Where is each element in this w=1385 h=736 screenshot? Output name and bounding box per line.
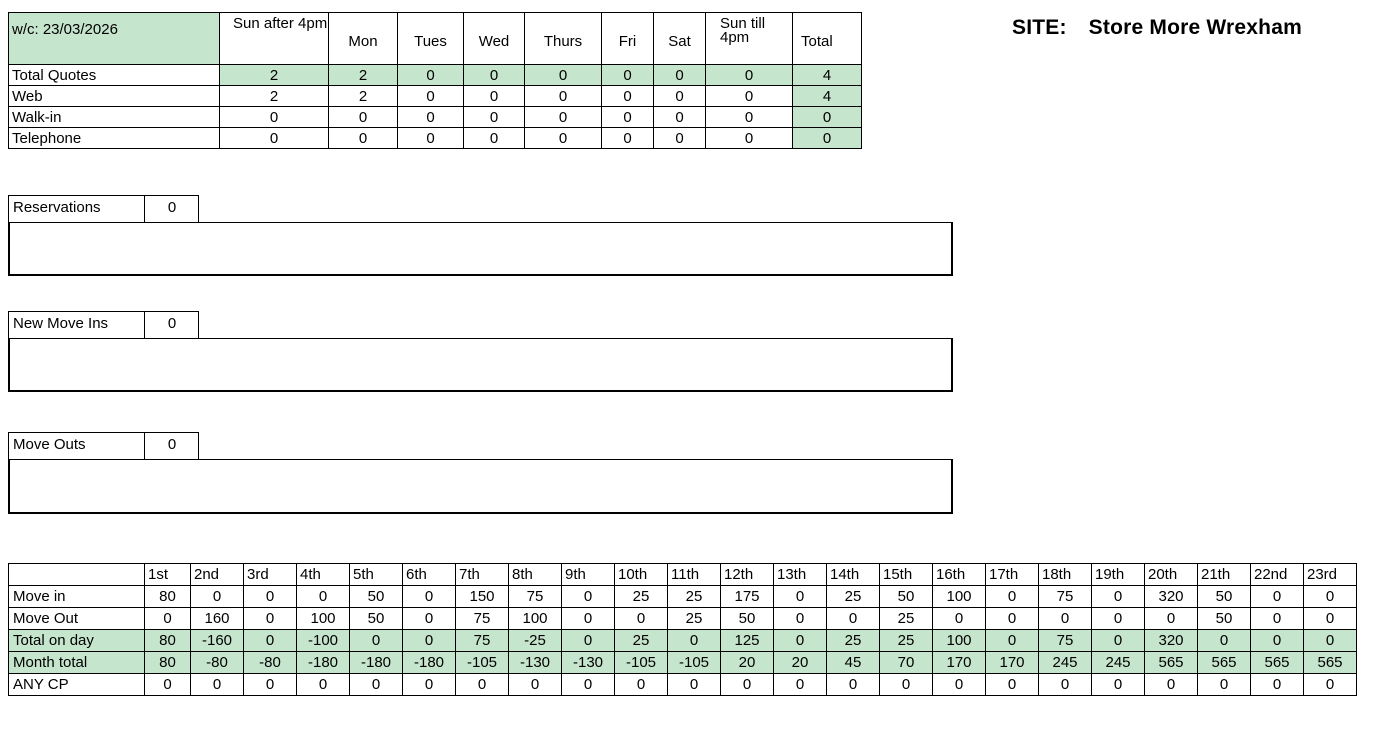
daily-row [9, 586, 1357, 608]
cell[interactable]: 0 [793, 107, 862, 128]
day-cell[interactable]: 0 [509, 674, 562, 696]
col-header-tues: Tues [398, 13, 464, 65]
day-header: 11th [668, 564, 721, 586]
day-header: 19th [1092, 564, 1145, 586]
day-cell[interactable]: 20 [774, 652, 827, 674]
col-header-mon: Mon [329, 13, 398, 65]
day-cell[interactable]: 70 [880, 652, 933, 674]
cell[interactable]: 2 [220, 65, 329, 86]
day-header: 17th [986, 564, 1039, 586]
move-ins-count[interactable]: 0 [167, 315, 177, 332]
reservations-count[interactable]: 0 [167, 199, 177, 216]
day-cell[interactable]: -105 [456, 652, 509, 674]
day-cell[interactable]: 80 [145, 586, 191, 608]
day-cell[interactable]: 0 [1304, 608, 1357, 630]
day-cell[interactable]: 0 [403, 630, 456, 652]
day-header: 1st [145, 564, 191, 586]
day-cell[interactable]: 25 [827, 586, 880, 608]
cell[interactable]: 0 [398, 128, 464, 149]
reservations-header [8, 195, 199, 223]
day-cell[interactable]: 125 [721, 630, 774, 652]
day-cell[interactable]: 0 [986, 586, 1039, 608]
day-header: 10th [615, 564, 668, 586]
row-label: Web [9, 86, 220, 107]
day-cell[interactable]: -180 [403, 652, 456, 674]
cell[interactable]: 0 [602, 107, 654, 128]
day-cell[interactable]: 0 [615, 674, 668, 696]
day-cell[interactable]: 0 [774, 630, 827, 652]
row-label: ANY CP [9, 674, 145, 696]
col-header-thurs: Thurs [525, 13, 602, 65]
daily-row [9, 630, 1357, 652]
day-cell[interactable]: 0 [191, 586, 244, 608]
day-cell[interactable]: 0 [933, 608, 986, 630]
day-cell[interactable]: 0 [1092, 608, 1145, 630]
day-cell[interactable]: 0 [562, 608, 615, 630]
day-header: 8th [509, 564, 562, 586]
day-cell[interactable]: 50 [1198, 586, 1251, 608]
day-header: 9th [562, 564, 615, 586]
day-cell[interactable]: 0 [191, 674, 244, 696]
day-cell[interactable]: 25 [615, 586, 668, 608]
row-label: Month total [9, 652, 145, 674]
day-cell[interactable]: 45 [827, 652, 880, 674]
day-header: 21th [1198, 564, 1251, 586]
day-cell[interactable]: 0 [668, 674, 721, 696]
day-cell[interactable]: 170 [933, 652, 986, 674]
day-header: 16th [933, 564, 986, 586]
day-cell[interactable]: 20 [721, 652, 774, 674]
cell[interactable]: 0 [706, 107, 793, 128]
day-cell[interactable]: 0 [297, 586, 350, 608]
day-cell[interactable]: 0 [827, 608, 880, 630]
day-cell[interactable]: 0 [1304, 586, 1357, 608]
day-cell[interactable]: 0 [403, 674, 456, 696]
day-cell[interactable]: 0 [562, 674, 615, 696]
daily-movement-table [8, 563, 1357, 696]
day-header: 14th [827, 564, 880, 586]
day-header: 13th [774, 564, 827, 586]
day-cell[interactable]: 0 [986, 608, 1039, 630]
day-cell[interactable]: 25 [880, 630, 933, 652]
day-cell[interactable]: -130 [562, 652, 615, 674]
cell[interactable]: 0 [398, 65, 464, 86]
day-cell[interactable]: 0 [403, 586, 456, 608]
cell[interactable]: 0 [525, 86, 602, 107]
day-cell[interactable]: 0 [827, 674, 880, 696]
day-header: 15th [880, 564, 933, 586]
cell[interactable]: 0 [654, 128, 706, 149]
day-cell[interactable]: 0 [1092, 674, 1145, 696]
week-commencing-cell[interactable]: w/c: 23/03/2026 [9, 13, 220, 65]
daily-row [9, 652, 1357, 674]
row-label: Telephone [9, 128, 220, 149]
day-cell[interactable]: 0 [1092, 630, 1145, 652]
day-cell[interactable]: 0 [774, 586, 827, 608]
day-cell[interactable]: 0 [1251, 674, 1304, 696]
site-name: Store More Wrexham [1088, 16, 1302, 39]
cell[interactable]: 0 [464, 107, 525, 128]
daily-row [9, 608, 1357, 630]
day-cell[interactable]: 0 [880, 674, 933, 696]
cell[interactable]: 0 [220, 107, 329, 128]
cell[interactable]: 0 [464, 65, 525, 86]
day-cell[interactable]: 50 [350, 586, 403, 608]
col-header-sat: Sat [654, 13, 706, 65]
cell[interactable]: 0 [329, 128, 398, 149]
day-cell[interactable]: -160 [191, 630, 244, 652]
day-cell[interactable]: 0 [615, 608, 668, 630]
col-header-sun-after: Sun after 4pm [220, 13, 329, 65]
cell[interactable]: 0 [602, 86, 654, 107]
day-cell[interactable]: 565 [1198, 652, 1251, 674]
day-cell[interactable]: 100 [933, 630, 986, 652]
day-cell[interactable]: 0 [403, 608, 456, 630]
move-outs-count[interactable]: 0 [167, 436, 177, 453]
day-header: 23rd [1304, 564, 1357, 586]
day-cell[interactable]: 0 [774, 674, 827, 696]
day-cell[interactable]: 75 [1039, 586, 1092, 608]
cell[interactable]: 0 [706, 128, 793, 149]
day-cell[interactable]: 0 [562, 630, 615, 652]
day-cell[interactable]: 50 [880, 586, 933, 608]
col-header-fri: Fri [602, 13, 654, 65]
day-cell[interactable]: 0 [774, 608, 827, 630]
day-cell[interactable]: 160 [191, 608, 244, 630]
daily-row [9, 674, 1357, 696]
day-cell[interactable]: 0 [1198, 630, 1251, 652]
cell[interactable]: 2 [220, 86, 329, 107]
quotes-table [8, 12, 862, 149]
day-cell[interactable]: -180 [297, 652, 350, 674]
move-outs-label: Move Outs [9, 433, 145, 459]
day-cell[interactable]: 0 [562, 586, 615, 608]
day-cell[interactable]: 100 [933, 586, 986, 608]
site-prefix: SITE: [1012, 16, 1067, 39]
day-header: 5th [350, 564, 403, 586]
day-cell[interactable]: 0 [244, 630, 297, 652]
day-cell[interactable]: 245 [1039, 652, 1092, 674]
cell[interactable]: 0 [793, 128, 862, 149]
day-header: 20th [1145, 564, 1198, 586]
row-label: Total Quotes [9, 65, 220, 86]
cell[interactable]: 0 [654, 86, 706, 107]
day-cell[interactable]: 0 [1251, 608, 1304, 630]
day-cell[interactable]: 0 [244, 608, 297, 630]
day-cell[interactable]: 0 [1251, 630, 1304, 652]
move-ins-header [8, 311, 199, 339]
cell[interactable]: 4 [793, 86, 862, 107]
day-cell[interactable]: 25 [668, 586, 721, 608]
day-cell[interactable]: 150 [456, 586, 509, 608]
cell[interactable]: 0 [464, 128, 525, 149]
row-label: Total on day [9, 630, 145, 652]
day-cell[interactable]: 50 [1198, 608, 1251, 630]
day-cell[interactable]: 25 [668, 608, 721, 630]
cell[interactable]: 0 [525, 65, 602, 86]
cell[interactable]: 0 [654, 107, 706, 128]
col-header-total: Total [793, 13, 862, 65]
day-cell[interactable]: 75 [456, 630, 509, 652]
day-cell[interactable]: 75 [509, 586, 562, 608]
site-title [1012, 16, 1302, 40]
cell[interactable]: 2 [329, 86, 398, 107]
day-cell[interactable]: 0 [986, 630, 1039, 652]
cell[interactable]: 0 [398, 86, 464, 107]
quotes-row-walkin [9, 107, 862, 128]
day-cell[interactable]: -25 [509, 630, 562, 652]
day-header: 22nd [1251, 564, 1304, 586]
day-cell[interactable]: 0 [1092, 586, 1145, 608]
day-cell[interactable]: 0 [1039, 608, 1092, 630]
cell[interactable]: 0 [464, 86, 525, 107]
day-header: 12th [721, 564, 774, 586]
day-cell[interactable]: 100 [509, 608, 562, 630]
day-cell[interactable]: 0 [1145, 608, 1198, 630]
day-cell[interactable]: -105 [615, 652, 668, 674]
col-header-sun-till: Sun till 4pm [706, 13, 793, 65]
day-cell[interactable]: 25 [827, 630, 880, 652]
day-header: 18th [1039, 564, 1092, 586]
day-cell[interactable]: 565 [1304, 652, 1357, 674]
day-cell[interactable]: 75 [456, 608, 509, 630]
cell[interactable]: 0 [654, 65, 706, 86]
day-cell[interactable]: 0 [145, 674, 191, 696]
day-cell[interactable]: 50 [721, 608, 774, 630]
cell[interactable]: 0 [220, 128, 329, 149]
day-cell[interactable]: 0 [933, 674, 986, 696]
quotes-row-telephone [9, 128, 862, 149]
day-cell[interactable]: 0 [244, 586, 297, 608]
move-outs-header [8, 432, 199, 460]
cell[interactable]: 0 [525, 128, 602, 149]
day-header: 4th [297, 564, 350, 586]
move-ins-notes[interactable] [8, 338, 953, 392]
cell[interactable]: 0 [329, 107, 398, 128]
day-cell[interactable]: -105 [668, 652, 721, 674]
day-cell[interactable]: 565 [1251, 652, 1304, 674]
day-cell[interactable]: -80 [244, 652, 297, 674]
day-cell[interactable]: 50 [350, 608, 403, 630]
day-cell[interactable]: 0 [668, 630, 721, 652]
row-label: Move in [9, 586, 145, 608]
day-cell[interactable]: 0 [1251, 586, 1304, 608]
day-header: 7th [456, 564, 509, 586]
day-cell[interactable]: -130 [509, 652, 562, 674]
day-header: 6th [403, 564, 456, 586]
day-cell[interactable]: 0 [1198, 674, 1251, 696]
day-cell[interactable]: 25 [615, 630, 668, 652]
day-cell[interactable]: 320 [1145, 630, 1198, 652]
day-cell[interactable]: 0 [1304, 674, 1357, 696]
day-header: 2nd [191, 564, 244, 586]
daily-header-row [9, 564, 1357, 586]
day-cell[interactable]: -180 [350, 652, 403, 674]
day-cell[interactable]: 0 [297, 674, 350, 696]
reservations-notes[interactable] [8, 222, 953, 276]
day-cell[interactable]: 0 [1304, 630, 1357, 652]
day-cell[interactable]: 565 [1145, 652, 1198, 674]
quotes-row-web [9, 86, 862, 107]
day-cell[interactable]: 80 [145, 652, 191, 674]
day-cell[interactable]: 100 [297, 608, 350, 630]
day-cell[interactable]: 0 [244, 674, 297, 696]
day-cell[interactable]: 80 [145, 630, 191, 652]
row-label: Walk-in [9, 107, 220, 128]
cell[interactable]: 0 [398, 107, 464, 128]
col-header-wed: Wed [464, 13, 525, 65]
day-cell[interactable]: 175 [721, 586, 774, 608]
day-cell[interactable]: 75 [1039, 630, 1092, 652]
day-cell[interactable]: 0 [721, 674, 774, 696]
reservations-label: Reservations [9, 196, 145, 222]
day-cell[interactable]: 0 [350, 674, 403, 696]
day-cell[interactable]: 0 [145, 608, 191, 630]
cell[interactable]: 2 [329, 65, 398, 86]
cell[interactable]: 0 [706, 86, 793, 107]
quotes-row-total [9, 65, 862, 86]
cell[interactable]: 0 [706, 65, 793, 86]
day-cell[interactable]: 0 [1039, 674, 1092, 696]
cell[interactable]: 0 [602, 128, 654, 149]
day-cell[interactable]: 320 [1145, 586, 1198, 608]
header-blank [9, 564, 145, 586]
cell[interactable]: 0 [602, 65, 654, 86]
cell[interactable]: 0 [525, 107, 602, 128]
cell[interactable]: 4 [793, 65, 862, 86]
move-outs-notes[interactable] [8, 459, 953, 514]
day-cell[interactable]: 0 [456, 674, 509, 696]
day-cell[interactable]: 170 [986, 652, 1039, 674]
day-cell[interactable]: 0 [350, 630, 403, 652]
day-header: 3rd [244, 564, 297, 586]
day-cell[interactable]: 25 [880, 608, 933, 630]
row-label: Move Out [9, 608, 145, 630]
day-cell[interactable]: 0 [986, 674, 1039, 696]
day-cell[interactable]: 245 [1092, 652, 1145, 674]
day-cell[interactable]: 0 [1145, 674, 1198, 696]
day-cell[interactable]: -80 [191, 652, 244, 674]
day-cell[interactable]: -100 [297, 630, 350, 652]
move-ins-label: New Move Ins [9, 312, 145, 338]
